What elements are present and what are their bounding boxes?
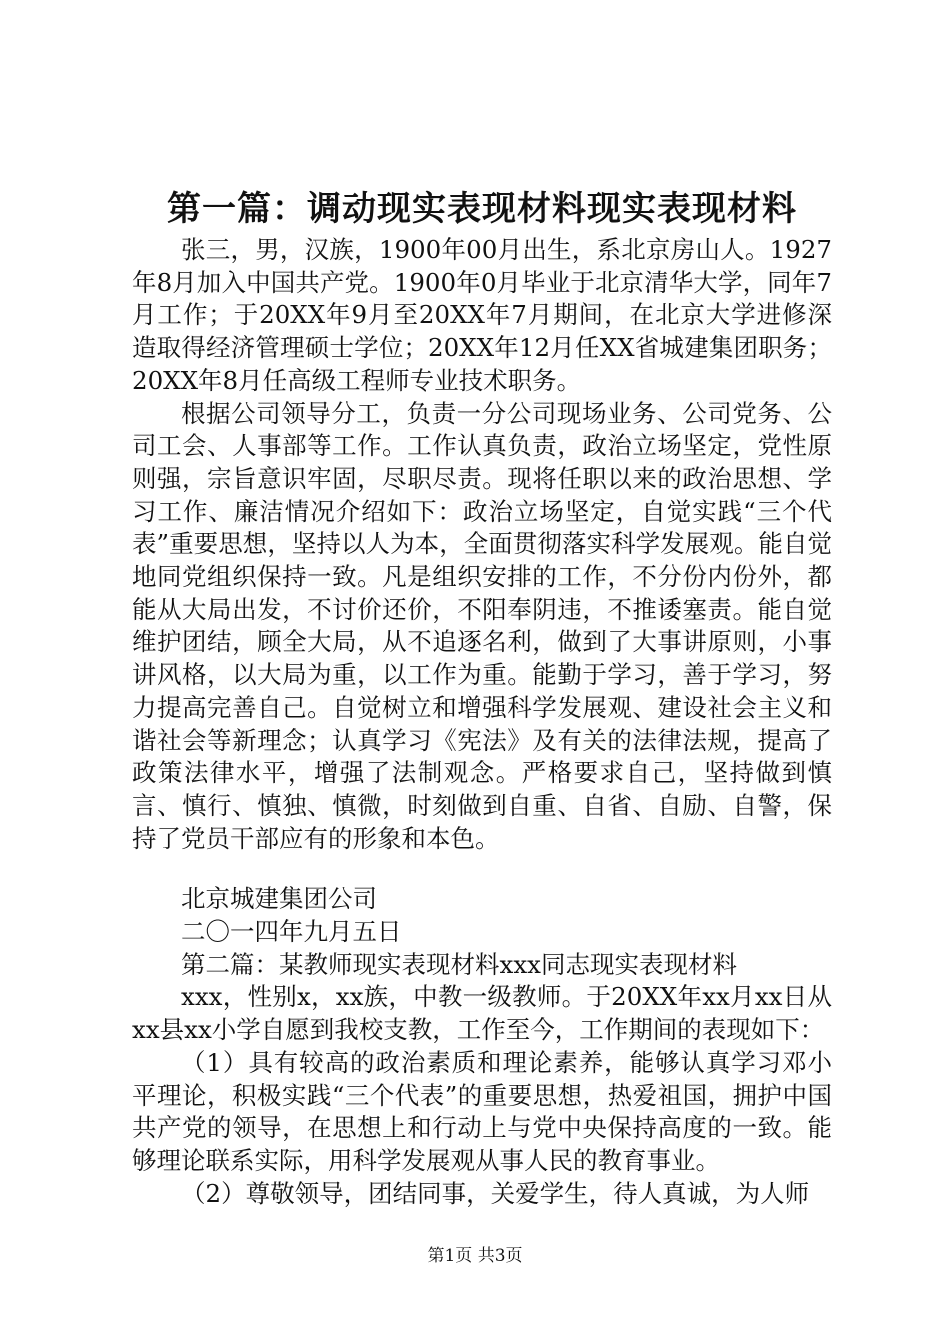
- document-title: 第一篇：调动现实表现材料现实表现材料: [167, 189, 797, 229]
- paragraph-bio: 张三，男，汉族，1900年00月出生，系北京房山人。1927年8月加入中国共产党。1900年0月毕业于北京清华大学，同年7月工作；于20XX年9月至20XX年7月期间，在北京大学进修深造取得经济管理硕士学位；20XX年12月任XX省城建集团职务；20XX年8月任高级工程师专业技术职务。: [132, 235, 832, 395]
- signature-org: 北京城建集团公司: [181, 884, 377, 914]
- second-section-title: 第二篇：某教师现实表现材料xxx同志现实表现材料: [181, 949, 737, 979]
- paragraph-item-1: （1）具有较高的政治素质和理论素养，能够认真学习邓小平理论，积极实践“三个代表”的重要思想，热爱祖国，拥护中国共产党的领导，在思想上和行动上与党中央保持高度的一致。能够理论联系实际，用科学发展观从事人民的教育事业。: [132, 1047, 832, 1175]
- paragraph-teacher-intro: xxx，性别x，xx族，中教一级教师。于20XX年xx月xx日从xx县xx小学自愿到我校支教，工作至今，工作期间的表现如下：: [132, 982, 832, 1045]
- paragraph-performance: 根据公司领导分工，负责一分公司现场业务、公司党务、公司工会、人事部等工作。工作认真负责，政治立场坚定，党性原则强，宗旨意识牢固，尽职尽责。现将任职以来的政治思想、学习工作、廉洁情况介绍如下：政治立场坚定，自觉实践“三个代表”重要思想，坚持以人为本，全面贯彻落实科学发展观。能自觉地同党组织保持一致。凡是组织安排的工作，不分份内份外，都能从大局出发，不讨价还价，不阳奉阴违，不推诿塞责。能自觉维护团结，顾全大局，从不追逐名利，做到了大事讲原则，小事讲风格，以大局为重，以工作为重。能勤于学习，善于学习，努力提高完善自己。自觉树立和增强科学发展观、建设社会主义和谐社会等新理念；认真学习《宪法》及有关的法律法规，提高了政策法律水平，增强了法制观念。严格要求自己，坚持做到慎言、慎行、慎独、慎微，时刻做到自重、自省、自励、自警，保持了党员干部应有的形象和本色。: [132, 398, 832, 853]
- paragraph-item-2: （2）尊敬领导，团结同事，关爱学生，待人真诚，为人师: [181, 1178, 810, 1208]
- page-footer: 第1页 共3页: [427, 1246, 523, 1266]
- signature-date: 二〇一四年九月五日: [181, 917, 402, 947]
- blank-line: [132, 855, 832, 883]
- document-page: [132, 186, 832, 1210]
